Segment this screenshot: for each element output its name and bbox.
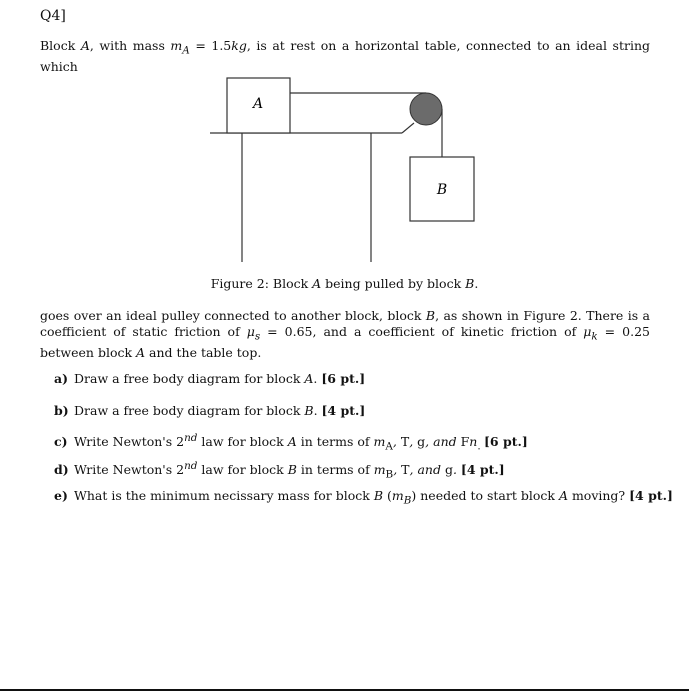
question-label: e) (54, 488, 68, 503)
math-sub: k (591, 330, 598, 343)
question-number: Q4] (40, 8, 66, 24)
question-text: nd (184, 460, 198, 472)
question-text: , (393, 462, 402, 478)
question-text: Write Newton's 2 (74, 462, 185, 478)
question-text: B (385, 468, 394, 481)
question-label: c) (54, 434, 68, 450)
question-points: [6 pt.] (321, 371, 366, 386)
question-text: Write Newton's 2 (74, 434, 185, 450)
text: Figure 2: Block (210, 276, 313, 291)
math: B (425, 308, 436, 323)
question-text: ) needed to start block (411, 488, 559, 503)
figure-caption (0, 276, 689, 291)
text: , with mass (89, 38, 171, 53)
math-a: A (80, 38, 90, 53)
question-points: [4 pt.] (321, 403, 366, 418)
math: A (136, 344, 146, 360)
question-item (54, 488, 673, 507)
math-sub: s (254, 330, 261, 343)
question-text: m (391, 488, 404, 503)
text: . (474, 276, 479, 291)
question-text: . (313, 371, 322, 386)
question-text: B (304, 403, 314, 418)
question-text: . (477, 440, 484, 453)
question-text: in terms of (296, 462, 374, 478)
question-item (54, 403, 365, 418)
question-text: A (385, 440, 393, 453)
question-text: n (469, 434, 478, 450)
question-text: g (444, 462, 453, 478)
question-text: , (409, 434, 418, 450)
question-text: B (373, 488, 384, 503)
question-points: [4 pt.] (629, 488, 673, 503)
block-a-label: A (252, 96, 264, 112)
text: goes over an ideal pulley connected to another block, block (40, 308, 426, 323)
text: , is at rest on a horizontal table, connected to an ideal string which (40, 38, 650, 74)
math-sub: A (182, 44, 190, 57)
question-item (54, 371, 365, 386)
question-text: m (373, 434, 386, 450)
question-text: law for block (197, 434, 288, 450)
page-bottom-rule (0, 689, 689, 691)
question-text: A (287, 434, 297, 450)
text: = 0.25 between block (40, 324, 650, 360)
math: B (465, 276, 475, 291)
math-kg: kg (231, 38, 247, 53)
question-text: , and (409, 462, 445, 478)
question-item (54, 460, 505, 481)
question-text: moving? (567, 488, 630, 503)
question-text: What is the minimum necissary mass for block (74, 488, 374, 503)
text: Block (40, 38, 81, 53)
question-text: T (400, 434, 410, 450)
question-text: g (417, 434, 426, 450)
pulley (410, 93, 442, 125)
question-text: A (304, 371, 314, 386)
question-text: Draw a free body diagram for block (74, 403, 305, 418)
text: = 1.5 (189, 38, 232, 53)
question-points: [6 pt.] (483, 434, 528, 450)
question-text: nd (184, 432, 198, 444)
question-label: b) (54, 403, 69, 418)
question-text: . (452, 462, 461, 478)
text: , as shown in Figure 2. There is a coefficient of static friction of (40, 308, 650, 339)
math-m: m (170, 38, 183, 53)
question-label: d) (54, 462, 69, 478)
question-item (54, 432, 528, 453)
question-text: F (460, 434, 470, 450)
pulley-mount (402, 123, 414, 133)
text: and the table top. (145, 344, 262, 360)
question-text: in terms of (296, 434, 374, 450)
text: being pulled by block (321, 276, 466, 291)
question-text: Draw a free body diagram for block (74, 371, 305, 386)
question-text: , and (425, 434, 461, 450)
intro-paragraph (40, 308, 650, 361)
question-text: law for block (197, 462, 288, 478)
question-label: a) (54, 371, 69, 386)
question-text: T (401, 462, 410, 478)
question-text: B (287, 462, 297, 478)
question-points: [4 pt.] (460, 462, 505, 478)
text: = 0.65, and a coefficient of kinetic friction of (260, 324, 584, 339)
question-text: . (313, 403, 322, 418)
question-text: B (403, 494, 412, 507)
question-text: m (373, 462, 386, 478)
block-b-label: B (436, 182, 448, 198)
math: A (312, 276, 322, 291)
question-text: , (392, 434, 401, 450)
math: μ (246, 324, 255, 339)
figure-2-diagram (0, 0, 689, 280)
question-text: A (558, 488, 568, 503)
math: μ (583, 324, 592, 339)
question-text: ( (383, 488, 392, 503)
